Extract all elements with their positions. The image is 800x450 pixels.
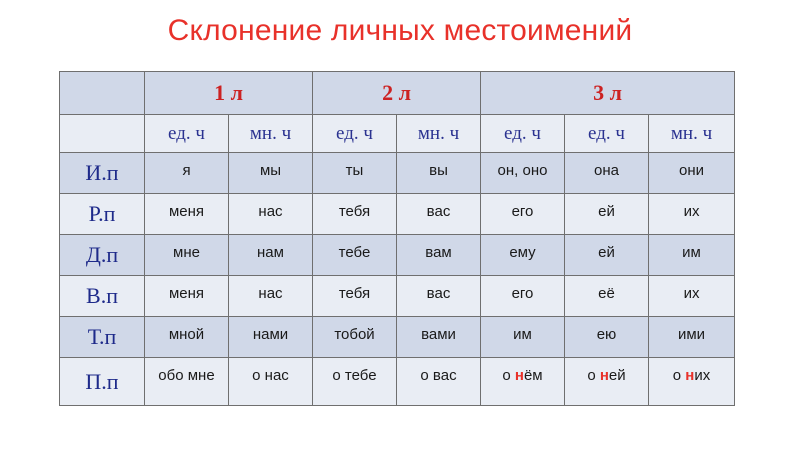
form-cell: нами: [229, 317, 313, 358]
case-label: Т.п: [60, 317, 145, 358]
number-header: мн. ч: [649, 115, 735, 153]
table-row: [60, 358, 735, 406]
page-title: Склонение личных местоимений: [167, 14, 633, 47]
form-cell: вам: [397, 235, 481, 276]
form-cell: вами: [397, 317, 481, 358]
table-row: [60, 235, 735, 276]
form-cell: тебя: [313, 276, 397, 317]
form-cell: его: [481, 194, 565, 235]
form-cell: нам: [229, 235, 313, 276]
form-cell: меня: [145, 276, 229, 317]
form-cell: они: [649, 153, 735, 194]
number-header: ед. ч: [313, 115, 397, 153]
form-cell: вас: [397, 276, 481, 317]
person-header-row: [60, 72, 735, 115]
number-header: ед. ч: [565, 115, 649, 153]
form-cell: о вас: [397, 358, 481, 406]
form-cell: меня: [145, 194, 229, 235]
table-row: [60, 276, 735, 317]
form-cell: о нас: [229, 358, 313, 406]
form-cell: тебе: [313, 235, 397, 276]
number-header: ед. ч: [481, 115, 565, 153]
case-label: И.п: [60, 153, 145, 194]
form-cell: её: [565, 276, 649, 317]
highlighted-letter: н: [599, 367, 609, 384]
form-cell: о тебе: [313, 358, 397, 406]
form-cell: вас: [397, 194, 481, 235]
number-header-row: [60, 115, 735, 153]
form-cell: ему: [481, 235, 565, 276]
number-header: ед. ч: [145, 115, 229, 153]
number-header-corner: [60, 115, 145, 153]
highlighted-letter: н: [685, 367, 695, 384]
highlighted-letter: н: [514, 367, 524, 384]
case-label: Д.п: [60, 235, 145, 276]
form-cell: ей: [565, 194, 649, 235]
form-cell: им: [481, 317, 565, 358]
declension-table: [59, 71, 735, 406]
form-cell: ты: [313, 153, 397, 194]
form-cell: нас: [229, 194, 313, 235]
case-label: П.п: [60, 358, 145, 406]
form-cell: ею: [565, 317, 649, 358]
case-label: В.п: [60, 276, 145, 317]
form-cell: она: [565, 153, 649, 194]
form-cell: мы: [229, 153, 313, 194]
form-cell: обо мне: [145, 358, 229, 406]
case-label: Р.п: [60, 194, 145, 235]
person-header-1: 1 л: [145, 72, 313, 115]
person-header-3: 3 л: [481, 72, 735, 115]
form-cell-highlighted: о ней: [565, 358, 649, 406]
form-cell: он, оно: [481, 153, 565, 194]
table-row: [60, 317, 735, 358]
form-cell-highlighted: о нём: [481, 358, 565, 406]
table-row: [60, 153, 735, 194]
form-cell: их: [649, 276, 735, 317]
number-header: мн. ч: [397, 115, 481, 153]
form-cell: вы: [397, 153, 481, 194]
form-cell: ей: [565, 235, 649, 276]
form-cell: ими: [649, 317, 735, 358]
form-cell: тебя: [313, 194, 397, 235]
person-header-2: 2 л: [313, 72, 481, 115]
form-cell: мне: [145, 235, 229, 276]
form-cell: тобой: [313, 317, 397, 358]
header-corner: [60, 72, 145, 115]
number-header: мн. ч: [229, 115, 313, 153]
form-cell: их: [649, 194, 735, 235]
form-cell: им: [649, 235, 735, 276]
form-cell: мной: [145, 317, 229, 358]
table-row: [60, 194, 735, 235]
form-cell-highlighted: о них: [649, 358, 735, 406]
form-cell: я: [145, 153, 229, 194]
form-cell: нас: [229, 276, 313, 317]
form-cell: его: [481, 276, 565, 317]
